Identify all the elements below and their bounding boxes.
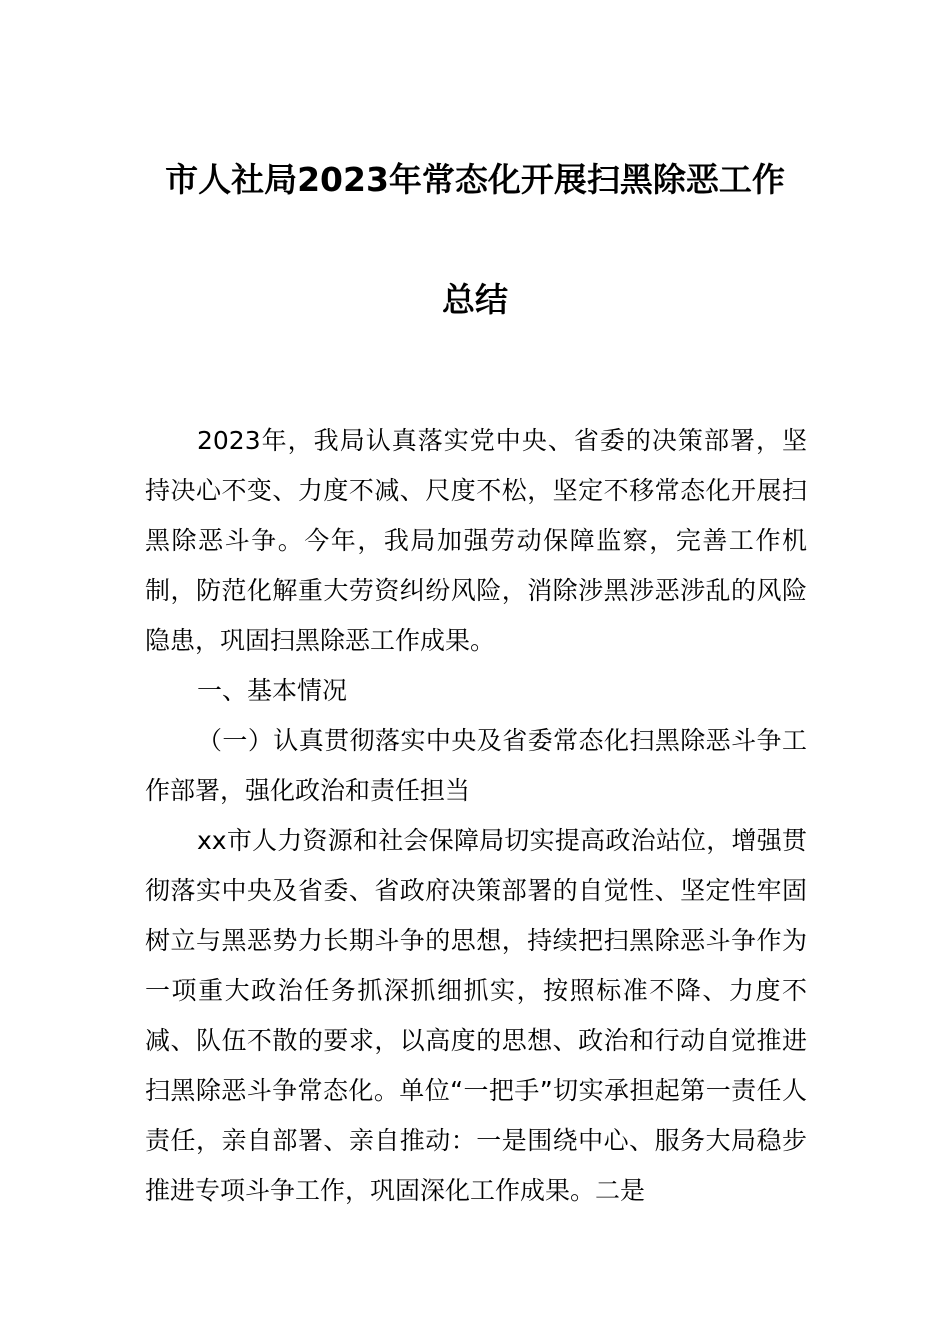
paragraph-body-1: xx市人力资源和社会保障局切实提高政治站位，增强贯彻落实中央及省委、省政府决策部署的自觉性、坚定性牢固树立与黑恶势力长期斗争的思想，持续把扫黑除恶斗争作为一项重大政治任务抓深抓细抓实，按照标准不降、力度不减、队伍不散的要求，以高度的思想、政治和行动自觉推进扫黑除恶斗争常态化。单位“一把手”切实承担起第一责任人责任，亲自部署、亲自推动：一是围绕中心、服务大局稳步推进专项斗争工作，巩固深化工作成果。二是 (145, 826, 807, 1205)
subsection-heading-1: （一）认真贯彻落实中央及省委常态化扫黑除恶斗争工作部署，强化政治和责任担当 (145, 726, 807, 805)
section-heading-basic-situation: 一、基本情况 (197, 676, 348, 705)
document-title-line-2: 总结 (442, 280, 508, 319)
document-body (145, 416, 807, 1216)
document-title-line-1: 市人社局2023年常态化开展扫黑除恶工作 (165, 160, 785, 199)
paragraph-intro: 2023年，我局认真落实党中央、省委的决策部署，坚持决心不变、力度不减、尺度不松，坚定不移常态化开展扫黑除恶斗争。今年，我局加强劳动保障监察，完善工作机制，防范化解重大劳资纠纷风险，消除涉黑涉恶涉乱的风险隐患，巩固扫黑除恶工作成果。 (145, 426, 807, 655)
